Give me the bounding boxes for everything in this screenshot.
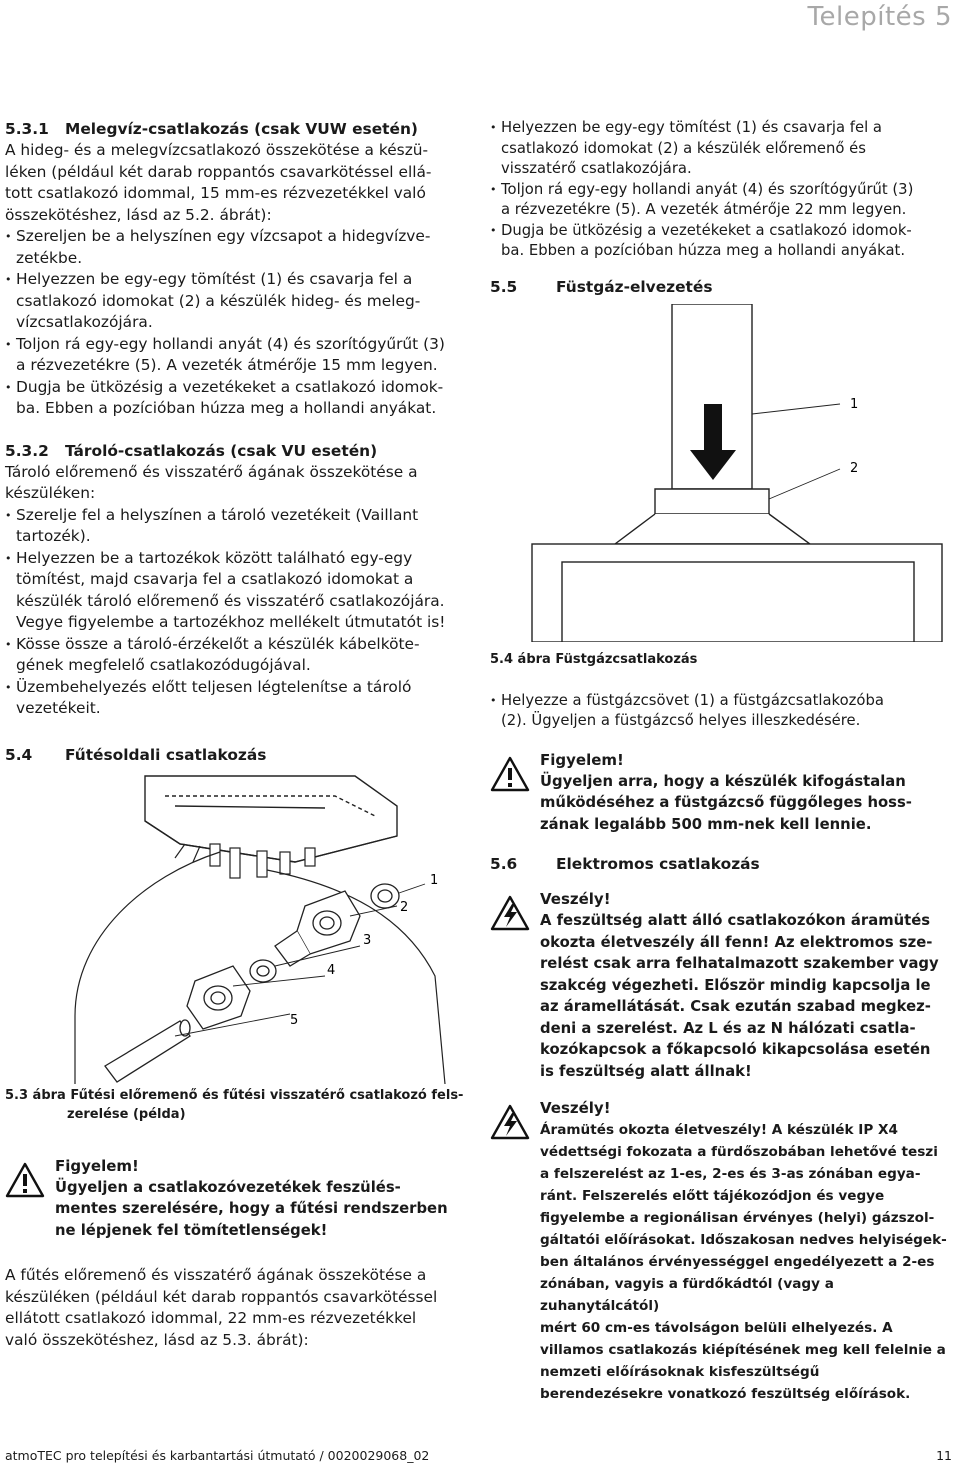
label-4: 4 [327, 962, 336, 978]
figure-5-4-flue-connection [490, 304, 955, 642]
list-item: • Toljon rá egy-egy hollandi anyát (4) és szorítógyűrűt (3) a rézvezetékre (5). A vezeték átmérője 15 mm legyen. [5, 334, 475, 377]
list-item: • Szerelje fel a helyszínen a tároló vezetékeit (Vaillant tartozék). [5, 505, 475, 548]
section-531-intro: A hideg- és a melegvízcsatlakozó összekötése a készü- léken (például két darab roppantós csavarkötéssel ellá- tott csatlakozó idommal, 15 mm-es rézvezetékkel való összekötéshez, lásd az 5.2. ábrát): [5, 141, 432, 224]
list-item: • Helyezze a füstgázcsövet (1) a füstgázcsatlakozóba (2). Ügyeljen a füstgázcső helyes illeszkedésére. [490, 691, 955, 732]
label-2: 2 [400, 899, 409, 915]
list-item: • Kösse össze a tároló-érzékelőt a készülék kábelköte- gének megfelelő csatlakozódugójával. [5, 634, 475, 677]
warning-icon [490, 756, 530, 792]
warning-block: Figyelem! Ügyeljen arra, hogy a készülék kifogástalan működéséhez a füstgázcső függőleges hoss- zának legalább 500 mm-nek kell lennie. [490, 750, 955, 836]
section-heading-56: 5.6 Elektromos csatlakozás [490, 855, 760, 873]
label-1: 1 [430, 872, 439, 888]
list-item: • Toljon rá egy-egy hollandi anyát (4) és szorítógyűrűt (3) a rézvezetékre (5). A vezeték átmérője 22 mm legyen. [490, 180, 955, 221]
figure-5-4-caption: 5.4 ábra Füstgázcsatlakozás [490, 651, 698, 667]
section-heading-55: 5.5 Füstgáz-elvezetés [490, 277, 713, 296]
section-heading-54: 5.4 Fűtésoldali csatlakozás [5, 745, 267, 764]
footer-document-title: atmoTEC pro telepítési és karbantartási útmutató / 0020029068_02 [5, 1448, 430, 1463]
list-item: • Helyezzen be egy-egy tömítést (1) és csavarja fel a csatlakozó idomokat (2) a készülék hideg- és meleg- vízcsatlakozójára. [5, 269, 475, 334]
section-532-bullets [5, 505, 475, 720]
label-5: 5 [290, 1012, 299, 1028]
label-3: 3 [363, 932, 372, 948]
electric-hazard-icon [490, 895, 530, 931]
warning-block: Figyelem! Ügyeljen a csatlakozóvezetékek feszülés- mentes szerelésére, hogy a fűtési rendszerben ne lépjenek fel tömítetlenségek! [5, 1156, 475, 1242]
label-1: 1 [850, 396, 859, 412]
section-531-bullets [5, 226, 475, 420]
list-item: • Dugja be ütközésig a vezetékeket a csatlakozó idomok- ba. Ebben a pozícióban húzza meg a hollandi anyákat. [5, 377, 475, 420]
list-item: • Üzembehelyezés előtt teljesen légtelenítse a tároló vezetékeit. [5, 677, 475, 720]
section-532-intro: Tároló előremenő és visszatérő ágának összekötése a készüléken: [5, 462, 418, 502]
list-item: • Dugja be ütközésig a vezetékeket a csatlakozó idomok- ba. Ebben a pozícióban húzza meg a hollandi anyákat. [490, 221, 955, 262]
figure-5-3-caption: 5.3 ábra Fűtési előremenő és fűtési visszatérő csatlakozó fels- zerelése (példa) [5, 1087, 464, 1122]
closing-paragraph: A fűtés előremenő és visszatérő ágának összekötése a készüléken (például két darab roppantós csavarkötéssel ellátott csatlakozó idommal, 22 mm-es rézvezetékkel való összekötéshez, lásd az 5.3. ábrát): [5, 1266, 438, 1349]
electric-hazard-icon [490, 1104, 530, 1140]
list-item: • Helyezzen be egy-egy tömítést (1) és csavarja fel a csatlakozó idomokat (2) a készülék előremenő és visszatérő csatlakozójára. [490, 118, 955, 180]
danger-block-2: Veszély! Áramütés okozta életveszély! A készülék IP X4 védettségi fokozata a fürdőszobában lehetővé teszi a felszerelést az 1-es, 2-es és 3-as zónában egya- ránt. Felszerelés előtt tájékozódjon és vegye figyelembe a regionálisan érvényes (helyi) gázszol- gáltatói előírásokat. Időszakosan nedves helyiségek- ben általános érvényességgel engedélyezett a 2-es zónában, vagyis a fürdőkádtól (vagy a zuhanytálcától) mért 60 cm-es távolságon belüli elhelyezés. A villamos csatlakozás kiépítésének meg kell felelnie a nemzeti előírásoknak kisfeszültségű berendezésekre vonatkozó feszültség előírások. [490, 1098, 955, 1405]
warning-icon [5, 1162, 45, 1198]
right-bullets-top [490, 118, 955, 262]
chapter-header: Telepítés 5 [807, 2, 952, 32]
figure-5-3-heating-connections [5, 766, 475, 1084]
left-column [5, 118, 475, 1351]
right-column [490, 118, 955, 1405]
label-2: 2 [850, 460, 859, 476]
danger-block-1: Veszély! A feszültség alatt álló csatlakozókon áramütés okozta életveszély áll fenn! Az elektromos sze- relést csak arra felhatalmazott szakember vagy szakcég végezheti. Először mindig kapcsolja le az áramellátását. Csak ezután szabad megkez- deni a szerelést. Az L és az N hálózati csatla- kozókapcsok a főkapcsoló kikapcsolása esetén is feszültség alatt állnak! [490, 889, 955, 1082]
list-item: • Szereljen be a helyszínen egy vízcsapot a hidegvízve- zetékbe. [5, 226, 475, 269]
section-heading-532: 5.3.2 Tároló-csatlakozás (csak VU esetén) [5, 441, 378, 460]
list-item: • Helyezzen be a tartozékok között található egy-egy tömítést, majd csavarja fel a csatlakozó idomokat a készülék tároló előremenő és visszatérő csatlakozójára. Vegye figyelembe a tartozékhoz mellékelt útmutatót is! [5, 548, 475, 634]
footer-page-number: 11 [936, 1448, 952, 1463]
section-heading-531: 5.3.1 Melegvíz-csatlakozás (csak VUW esetén) [5, 120, 418, 138]
